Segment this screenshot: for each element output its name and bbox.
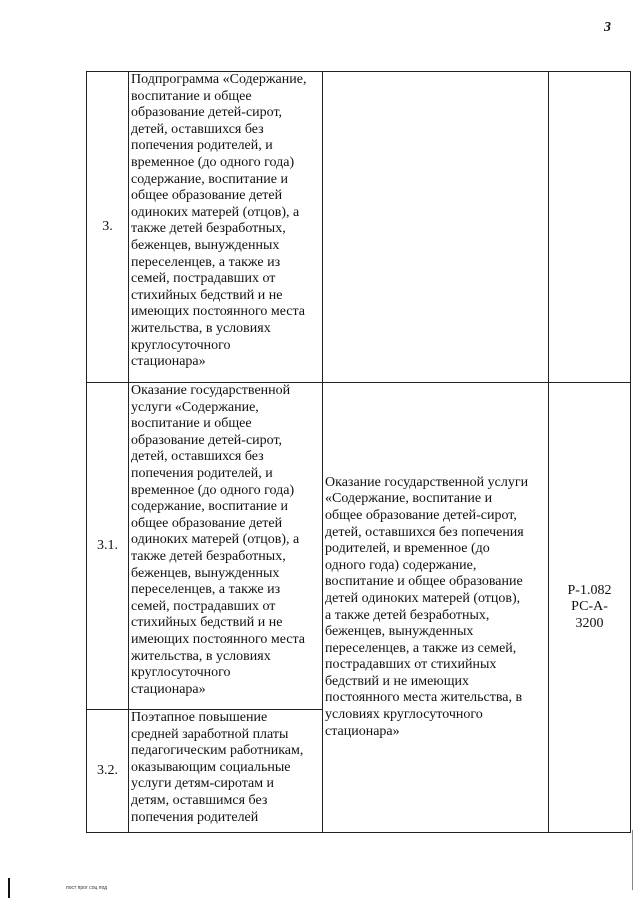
table-row xyxy=(87,72,631,383)
row-name xyxy=(129,72,323,383)
table-row xyxy=(87,383,631,710)
row-name xyxy=(129,383,323,710)
margin-mark xyxy=(8,878,10,898)
row-name-text: Оказание государственной услуги «Содержание, воспитание и общее образование детей-сирот, детей, оставшихся без попечения родителей, и временное (до одного года) содержание, воспитание и общее образование детей одиноких матерей (отцов), а также детей безработных, беженцев, вынужденных переселенцев, а также из семей, пострадавших от стихийных бедствий и не имеющих постоянного места жительства, в условиях круглосуточного стационара» xyxy=(131,383,305,697)
program-table xyxy=(86,71,631,833)
service-code xyxy=(549,383,631,833)
service-description xyxy=(323,383,549,833)
row-number: 3.2. xyxy=(87,710,129,833)
row-number: 3. xyxy=(87,72,129,383)
row-name-text: Подпрограмма «Содержание, воспитание и общее образование детей-сирот, детей, оставшихся без попечения родителей, и временное (до одного года) содержание, воспитание и общее образование детей одиноких матерей (отцов), а также детей безработных, беженцев, вынужденных переселенцев, а также из семей, пострадавших от стихийных бедствий и не имеющих постоянного места жительства, в условиях круглосуточного стационара» xyxy=(131,72,307,370)
footer-filename: пост прог соц под xyxy=(66,885,108,891)
edge-mark xyxy=(632,830,633,890)
service-code-text: Р-1.082 РС-А- 3200 xyxy=(567,582,612,631)
page-number: 3 xyxy=(604,20,611,35)
row-name xyxy=(129,710,323,833)
row-name-text: Поэтапное повышение средней заработной платы педагогическим работникам, оказывающим социальные услуги детям-сиротам и детям, оставшимся без попечения родителей xyxy=(131,710,304,825)
service-description-text: Оказание государственной услуги «Содержание, воспитание и общее образование детей-сирот, детей, оставшихся без попечения родителей, и временное (до одного года) содержание, воспитание и общее образование детей одиноких матерей (отцов), а также детей безработных, беженцев, вынужденных переселенцев, а также из семей, пострадавших от стихийных бедствий и не имеющих постоянного места жительства, в условиях круглосуточного стационара» xyxy=(325,474,529,739)
empty-cell xyxy=(323,72,549,383)
row-number: 3.1. xyxy=(87,383,129,710)
empty-cell xyxy=(549,72,631,383)
